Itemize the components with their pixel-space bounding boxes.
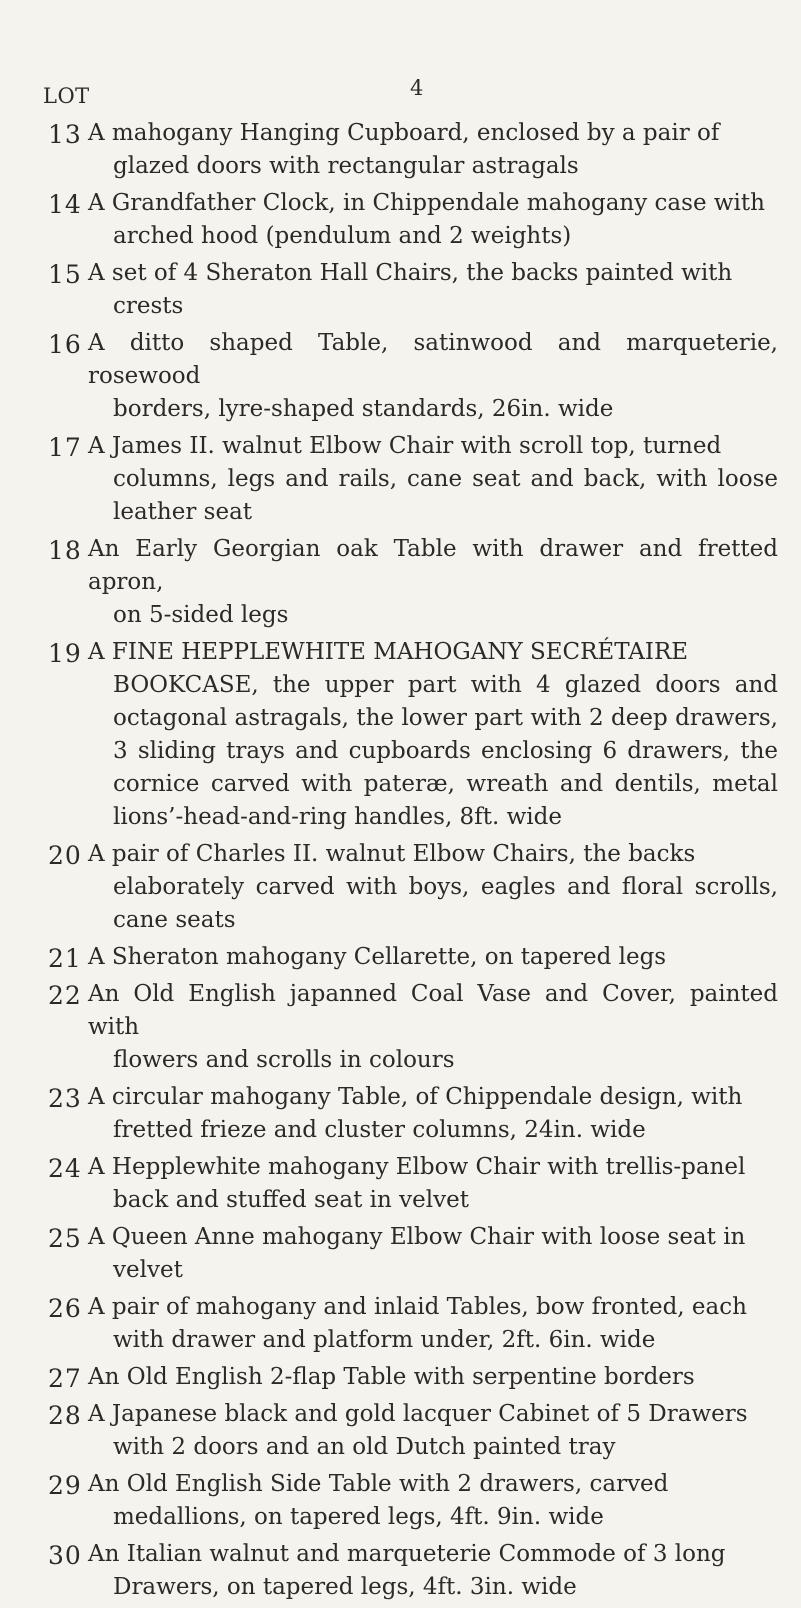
lot-entry (0, 117, 801, 183)
lot-entry (0, 327, 801, 426)
lot-description (88, 117, 778, 183)
lot-entry (0, 1221, 801, 1287)
lot-number: 15 (48, 260, 82, 289)
lot-description (88, 1221, 778, 1287)
lot-number: 27 (48, 1364, 82, 1393)
lot-entry (0, 1398, 801, 1464)
lot-description (88, 257, 778, 323)
lot-description-first-line: A circular mahogany Table, of Chippendale design, with (88, 1084, 743, 1110)
lot-description-continuation: with drawer and platform under, 2ft. 6in. wide (113, 1327, 656, 1353)
lot-number: 17 (48, 433, 82, 462)
lot-entry (0, 1361, 801, 1394)
lot-description-continuation: arched hood (pendulum and 2 weights) (113, 223, 572, 249)
lot-description-continuation: medallions, on tapered legs, 4ft. 9in. wide (113, 1504, 604, 1530)
lot-description-first-line: A mahogany Hanging Cupboard, enclosed by a pair of (88, 120, 720, 146)
lot-description-first-line: A Grandfather Clock, in Chippendale mahogany case with (88, 190, 765, 216)
lot-description-first-line: A pair of Charles II. walnut Elbow Chairs, the backs (88, 841, 696, 867)
lot-entry (0, 1538, 801, 1604)
lot-number: 13 (48, 120, 82, 149)
lot-description-continuation: columns, legs and rails, cane seat and back, with loose leather seat (113, 466, 778, 525)
lot-entry (0, 257, 801, 323)
lot-description-continuation: velvet (113, 1257, 183, 1283)
lot-entry (0, 1081, 801, 1147)
lot-description-continuation: BOOKCASE, the upper part with 4 glazed doors and octagonal astragals, the lower part with 2 deep drawers, 3 sliding trays and cupboards enclosing 6 drawers, the cornice carved with pateræ, wreath and dentils, metal lions’-head-and-ring handles, 8ft. wide (113, 672, 778, 830)
lot-number: 18 (48, 536, 82, 565)
lot-entry (0, 430, 801, 529)
lot-description (88, 978, 778, 1077)
lot-number: 21 (48, 944, 82, 973)
lot-description (88, 187, 778, 253)
lot-description-first-line: A James II. walnut Elbow Chair with scroll top, turned (88, 433, 722, 459)
lot-description-first-line: A Sheraton mahogany Cellarette, on tapered legs (88, 944, 667, 970)
lot-column-header: LOT (43, 84, 90, 108)
lot-description (88, 327, 778, 426)
lot-number: 29 (48, 1471, 82, 1500)
lot-number: 20 (48, 841, 82, 870)
lot-description (88, 838, 778, 937)
lot-number: 16 (48, 330, 82, 359)
lot-description-continuation: with 2 doors and an old Dutch painted tray (113, 1434, 616, 1460)
lot-description-first-line: An Italian walnut and marqueterie Commode of 3 long (88, 1541, 726, 1567)
lot-description-first-line: An Old English 2-flap Table with serpentine borders (88, 1364, 695, 1390)
lot-entry (0, 187, 801, 253)
lot-description (88, 1151, 778, 1217)
lot-description-first-line: A ditto shaped Table, satinwood and marqueterie, rosewood (88, 330, 778, 389)
lot-description (88, 1538, 778, 1604)
lot-description-first-line: A pair of mahogany and inlaid Tables, bow fronted, each (88, 1294, 747, 1320)
lot-description-continuation: back and stuffed seat in velvet (113, 1187, 469, 1213)
lot-description-first-line: A Queen Anne mahogany Elbow Chair with loose seat in (88, 1224, 746, 1250)
lot-description-first-line: An Old English japanned Coal Vase and Cover, painted with (88, 981, 778, 1040)
lot-number: 24 (48, 1154, 82, 1183)
lot-description (88, 430, 778, 529)
lot-description-continuation: elaborately carved with boys, eagles and floral scrolls, cane seats (113, 874, 778, 933)
lot-entry (0, 1468, 801, 1534)
lot-number: 19 (48, 639, 82, 668)
lot-description-continuation: crests (113, 293, 184, 319)
lot-description (88, 1361, 778, 1394)
lot-number: 25 (48, 1224, 82, 1253)
lot-number: 30 (48, 1541, 82, 1570)
lot-description (88, 1291, 778, 1357)
lot-description-continuation: Drawers, on tapered legs, 4ft. 3in. wide (113, 1574, 577, 1600)
lot-number: 22 (48, 981, 82, 1010)
lot-description-continuation: glazed doors with rectangular astragals (113, 153, 579, 179)
lot-number: 14 (48, 190, 82, 219)
lot-description (88, 941, 778, 974)
lot-description (88, 1398, 778, 1464)
lot-description-continuation: flowers and scrolls in colours (113, 1047, 455, 1073)
lot-description-first-line: A set of 4 Sheraton Hall Chairs, the backs painted with (88, 260, 733, 286)
lot-description-continuation: borders, lyre-shaped standards, 26in. wide (113, 396, 614, 422)
lot-description-continuation: on 5-sided legs (113, 602, 289, 628)
lot-number: 26 (48, 1294, 82, 1323)
lot-description (88, 1468, 778, 1534)
lot-description-first-line: An Old English Side Table with 2 drawers, carved (88, 1471, 669, 1497)
lot-number: 28 (48, 1401, 82, 1430)
lot-description-first-line: A FINE HEPPLEWHITE MAHOGANY SECRÉTAIRE (88, 639, 689, 665)
lot-entry (0, 838, 801, 937)
lot-description-first-line: An Early Georgian oak Table with drawer and fretted apron, (88, 536, 778, 595)
lot-entry (0, 533, 801, 632)
lot-description (88, 533, 778, 632)
lot-entry (0, 1291, 801, 1357)
lot-entry (0, 636, 801, 834)
lot-list (0, 117, 801, 1608)
lot-description-first-line: A Japanese black and gold lacquer Cabinet of 5 Drawers (88, 1401, 748, 1427)
page-number: 4 (410, 76, 424, 100)
lot-description (88, 636, 778, 834)
lot-entry (0, 1151, 801, 1217)
lot-number: 23 (48, 1084, 82, 1113)
lot-description-continuation: fretted frieze and cluster columns, 24in. wide (113, 1117, 646, 1143)
lot-entry (0, 978, 801, 1077)
lot-description-first-line: A Hepplewhite mahogany Elbow Chair with trellis-panel (88, 1154, 746, 1180)
lot-description (88, 1081, 778, 1147)
lot-entry (0, 941, 801, 974)
